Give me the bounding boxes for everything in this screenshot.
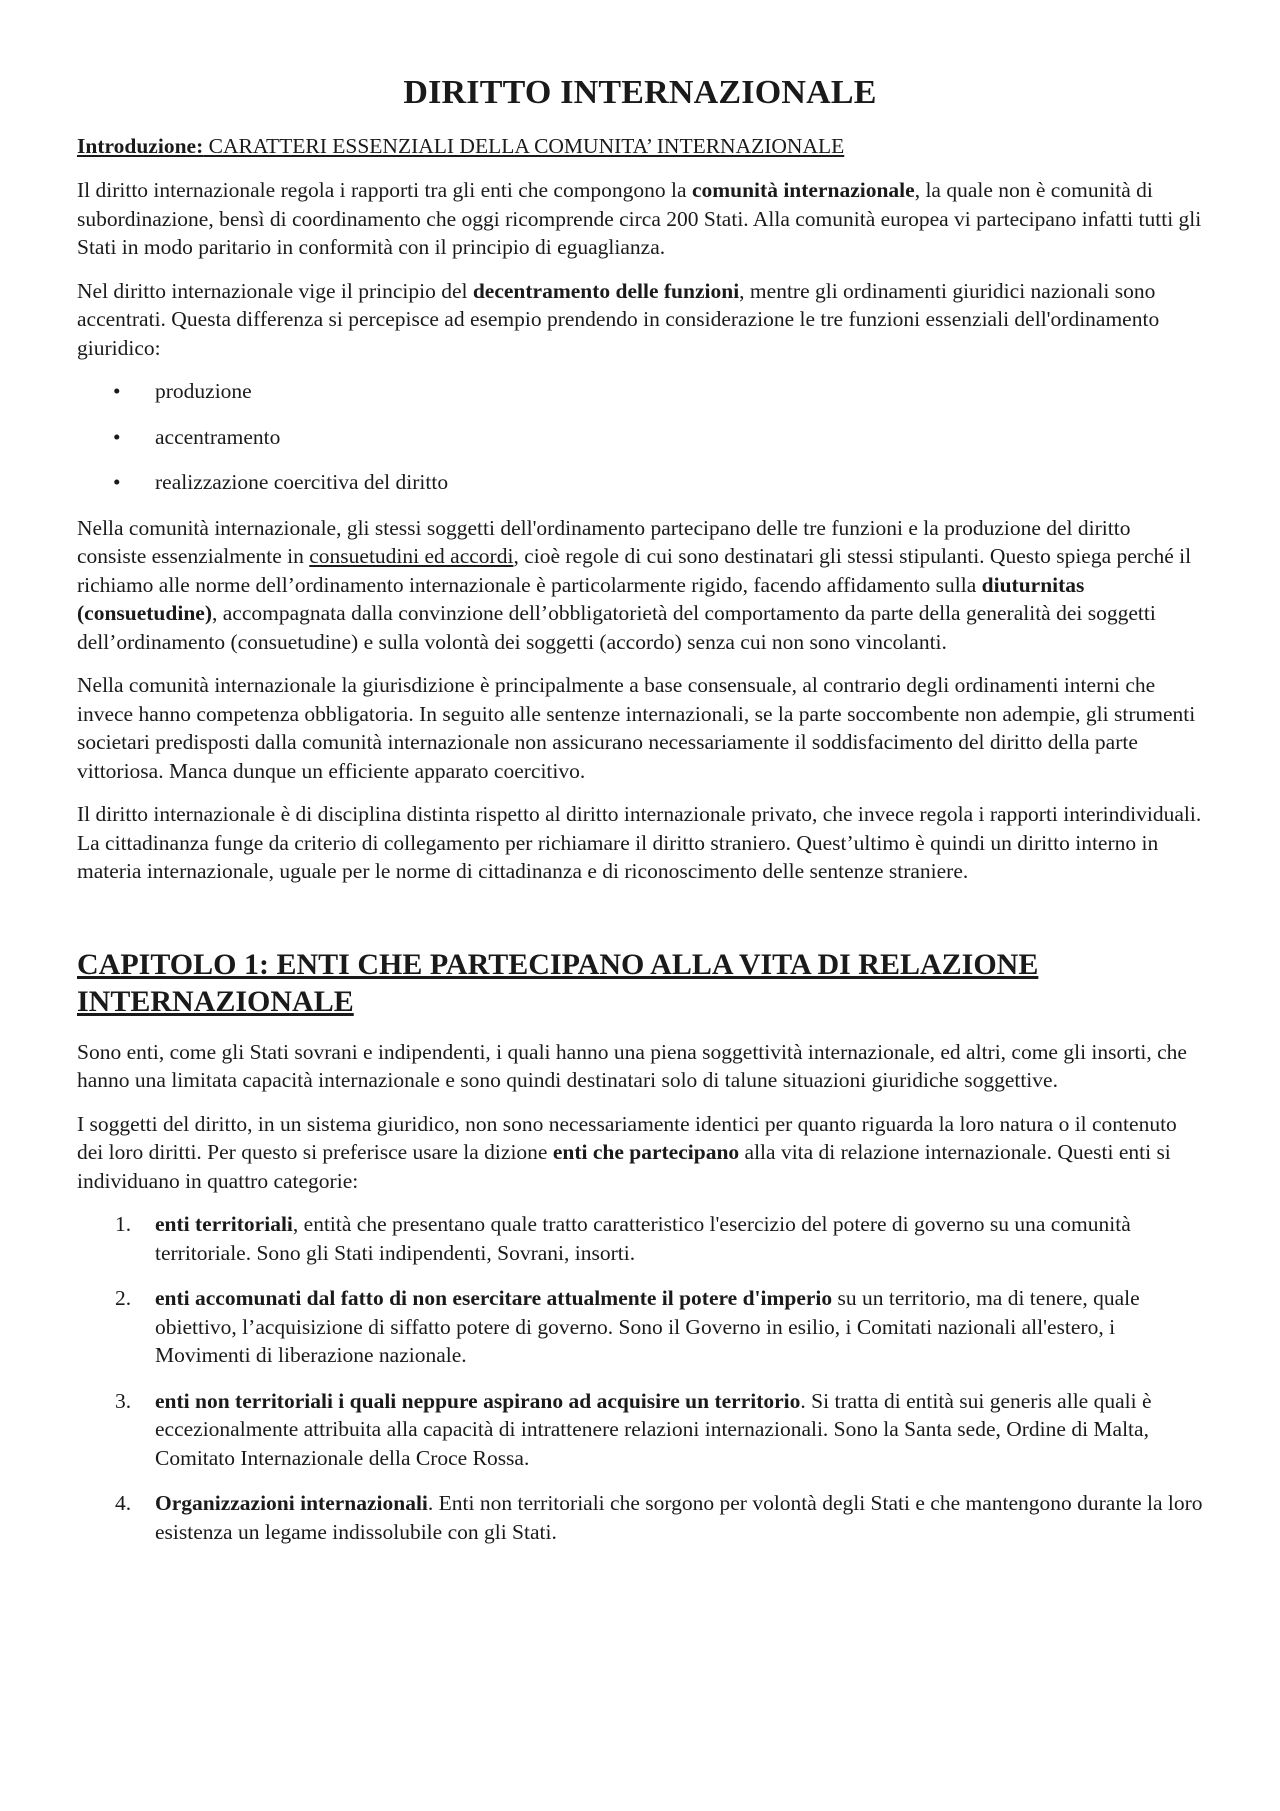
text-run: Nel diritto internazionale vige il principio del: [77, 278, 473, 303]
bold-term: enti accomunati dal fatto di non esercitare attualmente il potere d'imperio: [155, 1286, 833, 1311]
text-run: I soggetti del diritto, in un sistema giuridico, non sono necessariamente identici per quanto riguarda la loro natura o il contenuto dei loro diritti. Per questo si preferisce usare la dizione: [77, 1111, 1177, 1165]
list-item: [77, 423, 1203, 452]
categories-list: [77, 1210, 1203, 1546]
list-item: [77, 377, 1203, 406]
list-number: 1.: [115, 1212, 132, 1237]
bold-term: comunità internazionale: [691, 178, 915, 203]
chapter-paragraph-1: Sono enti, come gli Stati sovrani e indipendenti, i quali hanno una piena soggettività internazionale, ed altri, come gli insorti, che hanno una limitata capacità internazionale e sono quindi destinatari solo di talune situazioni giuridiche soggettive.: [77, 1039, 1187, 1093]
text-run: , mentre gli ordinamenti giuridici nazionali sono accentrati. Questa differenza si percepisce ad esempio prendendo in considerazione le tre funzioni essenziali dell'ordinamento giuridico:: [77, 278, 1160, 360]
functions-list: [77, 377, 1203, 497]
intro-heading-text: CARATTERI ESSENZIALI DELLA COMUNITA’ INTERNAZIONALE: [203, 134, 845, 159]
list-item-text: su un territorio, ma di tenere, quale obiettivo, l’acquisizione di siffatto potere di governo. Sono il Governo in esilio, i Comitati nazionali all'estero, i Movimenti di liberazione nazionale.: [155, 1286, 1140, 1368]
list-item-text: . Enti non territoriali che sorgono per volontà degli Stati e che mantengono durante la loro esistenza un legame indissolubile con gli Stati.: [155, 1491, 1203, 1544]
bullet-icon: •: [113, 424, 121, 449]
list-number: 2.: [115, 1286, 132, 1311]
text-run: , la quale non è comunità di subordinazione, bensì di coordinamento che oggi ricomprende circa 200 Stati. Alla comunità europea vi partecipano infatti tutti gli Stati in modo paritario in conformità con il principio di eguaglianza.: [77, 178, 1202, 260]
list-item: [77, 1489, 1203, 1546]
text-run: Nella comunità internazionale, gli stessi soggetti dell'ordinamento partecipano delle tre funzioni e la produzione del diritto consiste essenzialmente in: [77, 515, 1131, 569]
list-number: 4.: [115, 1491, 132, 1516]
list-item-text: , entità che presentano quale tratto caratteristico l'esercizio del potere di governo su una comunità territoriale. Sono gli Stati indipendenti, Sovrani, insorti.: [155, 1212, 1131, 1265]
intro-paragraph-2: [77, 277, 1203, 363]
list-item: [77, 1210, 1203, 1267]
document-title: DIRITTO INTERNAZIONALE: [403, 74, 877, 111]
underlined-term: consuetudini ed accordi: [309, 544, 514, 569]
list-item-text: realizzazione coercitiva del diritto: [155, 470, 449, 495]
intro-heading-prefix: Introduzione:: [77, 134, 204, 159]
list-item: [77, 468, 1203, 497]
bullet-icon: •: [113, 379, 121, 404]
list-item: [77, 1387, 1203, 1473]
intro-paragraph-5: Il diritto internazionale è di disciplina distinta rispetto al diritto internazionale privato, che invece regola i rapporti interindividuali. La cittadinanza funge da criterio di collegamento per richiamare il diritto straniero. Quest’ultimo è quindi un diritto interno in materia internazionale, uguale per le norme di cittadinanza e di riconoscimento delle sentenze straniere.: [77, 802, 1202, 884]
bold-term: enti non territoriali i quali neppure aspirano ad acquisire un territorio: [155, 1388, 801, 1413]
chapter-title: CAPITOLO 1: ENTI CHE PARTECIPANO ALLA VITA DI RELAZIONE INTERNAZIONALE: [77, 947, 1039, 1018]
text-run: , accompagnata dalla convinzione dell’obbligatorietà del comportamento da parte della generalità dei soggetti dell’ordinamento (consuetudine) e sulla volontà dei soggetti (accordo) senza cui non sono vincolanti.: [77, 601, 1156, 654]
bold-term: enti territoriali: [155, 1212, 293, 1237]
list-item: [77, 1284, 1203, 1370]
bold-term: decentramento delle funzioni: [472, 278, 740, 303]
bold-term: Organizzazioni internazionali: [155, 1491, 428, 1516]
chapter-paragraph-2: [77, 1110, 1203, 1196]
bullet-icon: •: [113, 470, 121, 495]
bold-term: diuturnitas (consuetudine): [77, 572, 1085, 626]
list-item-text: accentramento: [155, 424, 281, 449]
text-run: alla vita di relazione internazionale. Questi enti si individuano in quattro categorie:: [77, 1140, 1171, 1193]
list-item-text: produzione: [155, 379, 252, 404]
bold-term: enti che partecipano: [552, 1140, 740, 1165]
list-item-text: . Si tratta di entità sui generis alle quali è eccezionalmente attribuita alla capacità di intrattenere relazioni internazionali. Sono la Santa sede, Ordine di Malta, Comitato Internazionale della Croce Rossa.: [155, 1388, 1152, 1470]
list-number: 3.: [115, 1388, 132, 1413]
intro-paragraph-1: [77, 176, 1203, 262]
intro-heading: [77, 133, 1203, 160]
text-run: Il diritto internazionale regola i rapporti tra gli enti che compongono la: [77, 178, 692, 203]
text-run: , cioè regole di cui sono destinatari gli stessi stipulanti. Questo spiega perché il richiamo alle norme dell’ordinamento internazionale è particolarmente rigido, facendo affidamento sulla: [77, 544, 1192, 597]
intro-paragraph-3: [77, 514, 1203, 657]
intro-paragraph-4: Nella comunità internazionale la giurisdizione è principalmente a base consensuale, al contrario degli ordinamenti interni che invece hanno competenza obbligatoria. In seguito alle sentenze internazionali, se la parte soccombente non adempie, gli strumenti societari predisposti dalla comunità internazionale non assicurano necessariamente il soddisfacimento del diritto della parte vittoriosa. Manca dunque un efficiente apparato coercitivo.: [77, 673, 1196, 783]
